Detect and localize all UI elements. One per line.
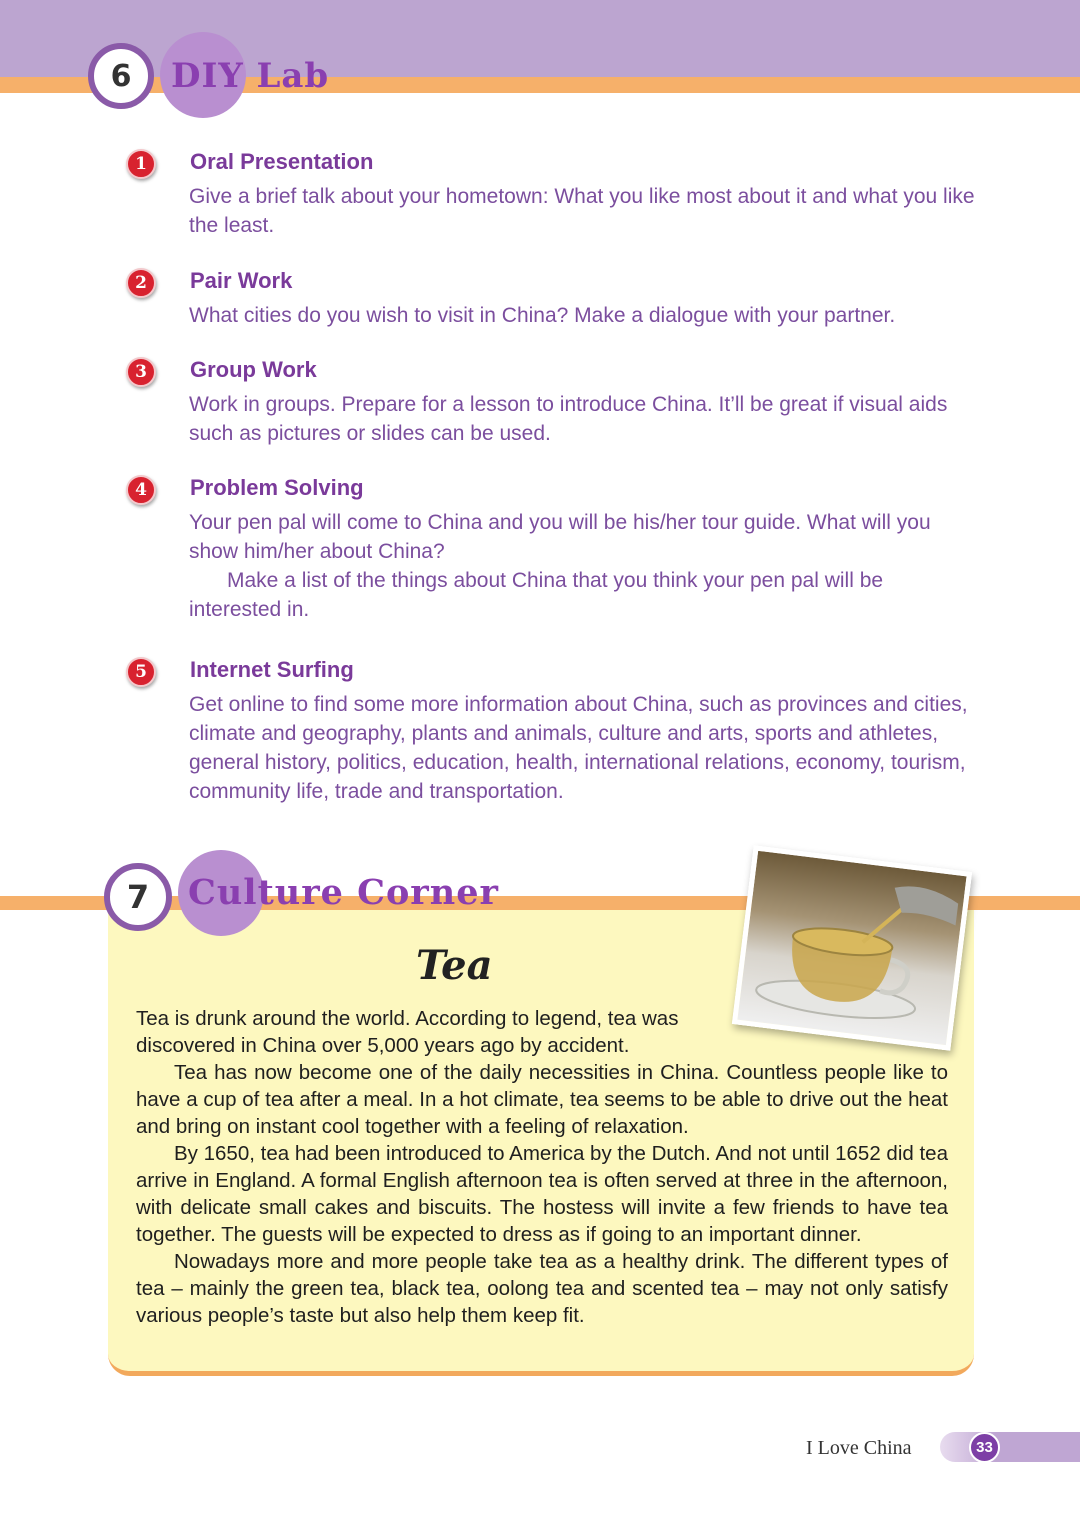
section-6-title: DIY Lab xyxy=(171,56,330,96)
activity-4-body xyxy=(189,508,959,624)
article-paragraph-3: By 1650, tea had been introduced to America by the Dutch. And not until 1652 did tea arrive in England. A formal English afternoon tea is often served at three in the afternoon, with delicate small cakes and biscuits. The hostess will invite a few friends to have tea together. The guests will be expected to dress as if going to an important dinner. xyxy=(136,1142,948,1246)
activity-1-body xyxy=(189,182,979,240)
article-body xyxy=(136,1005,948,1329)
activity-2-title: Pair Work xyxy=(190,268,293,293)
activity-4-number: 4 xyxy=(126,475,156,505)
activity-3-number: 3 xyxy=(126,357,156,387)
activity-3-text: Work in groups. Prepare for a lesson to introduce China. It’ll be great if visual aids such as pictures or slides can be used. xyxy=(189,393,948,445)
footer-band xyxy=(940,1432,1080,1462)
activity-4-text-2: Make a list of the things about China that you think your pen pal will be interested in. xyxy=(189,569,884,621)
activity-4-text-1: Your pen pal will come to China and you will be his/her tour guide. What will you show him/her about China? xyxy=(189,511,931,563)
activity-2-body xyxy=(189,301,989,330)
activity-5-text: Get online to find some more information about China, such as provinces and cities, climate and geography, plants and animals, culture and arts, sports and athletes, general history, politics, education, health, international relations, economy, tourism, community life, trade and transportation. xyxy=(189,693,968,803)
activity-3-title: Group Work xyxy=(190,357,317,382)
book-title: I Love China xyxy=(806,1437,912,1459)
article-title: Tea xyxy=(416,942,493,989)
activity-3-body xyxy=(189,390,979,448)
activity-1-text: Give a brief talk about your hometown: What you like most about it and what you like the least. xyxy=(189,185,975,237)
section-7-number: 7 xyxy=(104,863,172,931)
activity-5-body xyxy=(189,690,979,806)
activity-4-title: Problem Solving xyxy=(190,475,364,500)
activity-2-number: 2 xyxy=(126,268,156,298)
page-number: 33 xyxy=(969,1432,1000,1463)
section-6-number: 6 xyxy=(88,43,154,109)
section-7-title: Culture Corner xyxy=(188,872,499,913)
article-paragraph-1: Tea is drunk around the world. According to legend, tea was discovered in China over 5,000 years ago by accident. xyxy=(136,1007,679,1057)
activity-1-title: Oral Presentation xyxy=(190,149,374,174)
activity-1-number: 1 xyxy=(126,149,156,179)
article-paragraph-4: Nowadays more and more people take tea as a healthy drink. The different types of tea – mainly the green tea, black tea, oolong tea and scented tea – may not only satisfy various people’s taste but also help them keep fit. xyxy=(136,1250,948,1327)
activity-5-number: 5 xyxy=(126,657,156,687)
article-paragraph-2: Tea has now become one of the daily necessities in China. Countless people like to have a cup of tea after a meal. In a hot climate, tea seems to be able to drive out the heat and bring on instant cool together with a feeling of relaxation. xyxy=(136,1061,948,1138)
activity-5-title: Internet Surfing xyxy=(190,657,354,682)
activity-2-text: What cities do you wish to visit in China? Make a dialogue with your partner. xyxy=(189,304,896,327)
